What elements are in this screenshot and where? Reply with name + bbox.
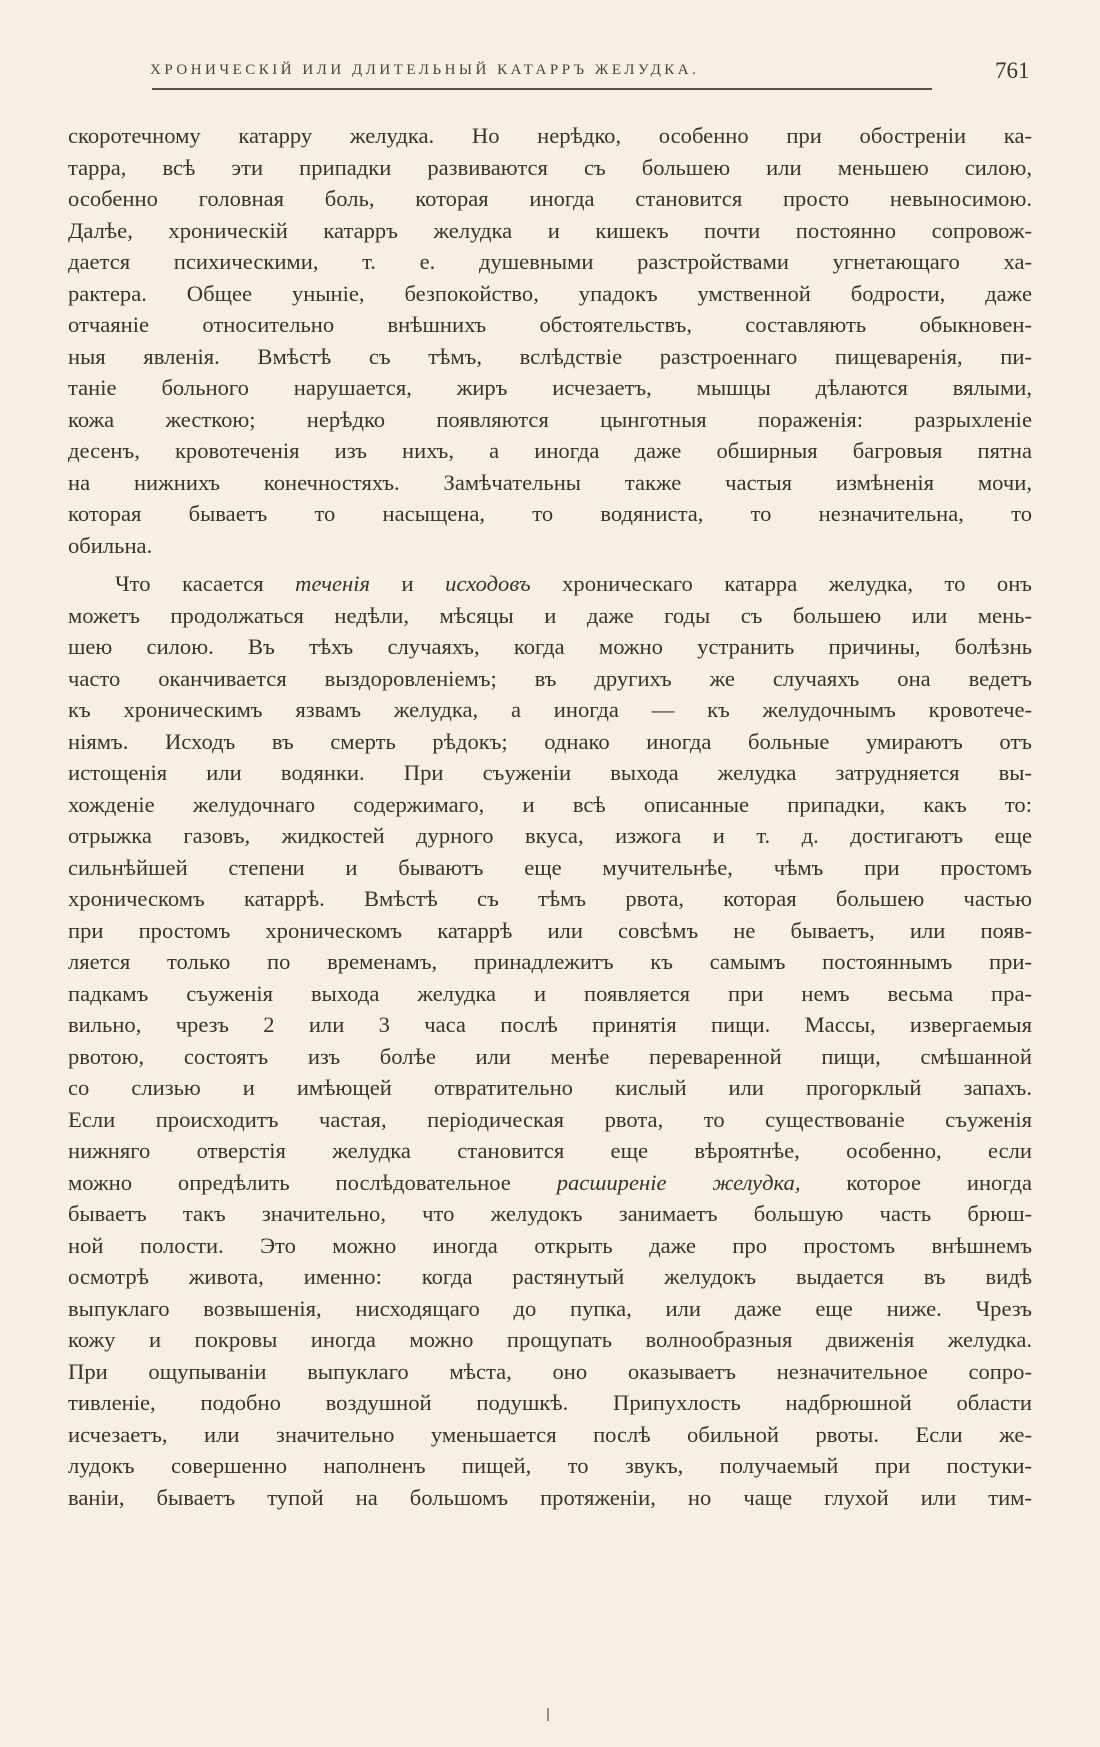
text-line: кожу и покровы иногда можно прощупать волнообразныя движенія желудка. (68, 1327, 1032, 1352)
text-line: особенно головная боль, которая иногда становится просто невыносимою. (68, 186, 1032, 211)
text-line: лудокъ совершенно наполненъ пищей, то звукъ, получаемый при постуки- (68, 1453, 1032, 1478)
header-rule (152, 88, 932, 90)
text-line: обильна. (68, 532, 153, 558)
text-line: При ощупываніи выпуклаго мѣста, оно оказываетъ незначительное сопро- (68, 1358, 1032, 1384)
text-line: ныя явленія. Вмѣстѣ съ тѣмъ, вслѣдствіе разстроеннаго пищеваренія, пи- (68, 343, 1032, 369)
text-run: и (370, 571, 446, 596)
text-line: падкамъ съуженія выхода желудка и появляется при немъ весьма пра- (68, 980, 1032, 1006)
text-line: отчаяніе относительно внѣшнихъ обстоятельствъ, составляють обыкновен- (68, 312, 1032, 337)
text-line: Далѣе, хроническій катарръ желудка и кишекъ почти постоянно сопровож- (68, 217, 1032, 243)
text-line: ной полости. Это можно иногда открыть даже про простомъ внѣшнемъ (68, 1232, 1032, 1258)
paragraph-2 (68, 568, 1032, 1513)
text-line (68, 568, 1032, 600)
text-line: рактера. Общее уныніе, безпокойство, упадокъ умственной бодрости, даже (68, 280, 1032, 306)
text-line: рвотою, состоятъ изъ болѣе или менѣе переваренной пищи, смѣшанной (68, 1043, 1032, 1069)
text-line (68, 1167, 1032, 1199)
text-run: которое иногда (800, 1169, 1032, 1195)
text-line: ніямъ. Исходъ въ смерть рѣдокъ; однако иногда больные умираютъ отъ (68, 728, 1032, 754)
italic-term: расширеніе желудка, (556, 1169, 801, 1195)
text-line: бываетъ такъ значительно, что желудокъ занимаетъ большую часть брюш- (68, 1201, 1032, 1226)
text-run: хроническаго катарра желудка, то онъ (530, 571, 1032, 596)
text-run: можно опредѣлить послѣдовательное (68, 1169, 557, 1195)
text-line: сильнѣйшей степени и бываютъ еще мучительнѣе, чѣмъ при простомъ (68, 854, 1032, 880)
text-line: со слизью и имѣющей отвратительно кислый или прогорклый запахъ. (68, 1075, 1032, 1100)
text-line: нижняго отверстія желудка становится еще вѣроятнѣе, особенно, если (68, 1138, 1032, 1163)
italic-term: теченія (295, 571, 371, 596)
text-line: исчезаетъ, или значительно уменьшается послѣ обильной рвоты. Если же- (68, 1421, 1032, 1447)
text-line: дается психическими, т. е. душевными разстройствами угнетающаго ха- (68, 249, 1032, 274)
text-line: отрыжка газовъ, жидкостей дурного вкуса, изжога и т. д. достигаютъ еще (68, 823, 1032, 848)
text-line: тивленіе, подобно воздушной подушкѣ. Припухлость надбрюшной области (68, 1390, 1032, 1415)
text-line: при простомъ хроническомъ катаррѣ или совсѣмъ не бываетъ, или появ- (68, 917, 1032, 943)
text-line: шею силою. Въ тѣхъ случаяхъ, когда можно устранить причины, болѣзнь (68, 634, 1032, 659)
text-line: тарра, всѣ эти припадки развиваются съ большею или меньшею силою, (68, 154, 1032, 180)
body-text (68, 120, 1032, 1513)
text-line: можетъ продолжаться недѣли, мѣсяцы и даже годы съ большею или мень- (68, 602, 1032, 628)
text-line: истощенія или водянки. При съуженіи выхода желудка затрудняется вы- (68, 760, 1032, 785)
text-line: десенъ, кровотеченія изъ нихъ, а иногда даже обширныя багровыя пятна (68, 438, 1032, 463)
page-number: 761 (995, 58, 1030, 83)
text-line: кожа жесткою; нерѣдко появляются цынготныя пораженія: разрыхленіе (68, 406, 1032, 432)
text-line: къ хроническимъ язвамъ желудка, а иногда — къ желудочнымъ кровотече- (68, 697, 1032, 722)
text-line: таніе больного нарушается, жиръ исчезаетъ, мышцы дѣлаются вялыми, (68, 375, 1032, 400)
text-line: хожденіе желудочнаго содержимаго, и всѣ описанные припадки, какъ то: (68, 791, 1032, 817)
paragraph-gap (68, 561, 1032, 568)
text-line: скоротечному катарру желудка. Но нерѣдко, особенно при обостреніи ка- (68, 123, 1032, 148)
text-line: вильно, чрезъ 2 или 3 часа послѣ принятія пищи. Массы, извергаемыя (68, 1012, 1032, 1037)
text-line: на нижнихъ конечностяхъ. Замѣчательны также частыя измѣненія мочи, (68, 469, 1032, 495)
text-line: ляется только по временамъ, принадлежитъ къ самымъ постояннымъ при- (68, 949, 1032, 974)
text-line: которая бываетъ то насыщена, то водяниста, то незначительна, то (68, 501, 1032, 526)
text-line: осмотрѣ живота, именно: когда растянутый желудокъ выдается въ видѣ (68, 1264, 1032, 1289)
text-line: часто оканчивается выздоровленіемъ; въ другихъ же случаяхъ она ведетъ (68, 665, 1032, 691)
text-line: Если происходитъ частая, періодическая рвота, то существованіе съуженія (68, 1106, 1032, 1132)
text-line: выпуклаго возвышенія, нисходящаго до пупка, или даже еще ниже. Чрезъ (68, 1295, 1032, 1321)
running-title: ХРОНИЧЕСКІЙ ИЛИ ДЛИТЕЛЬНЫЙ КАТАРРЪ ЖЕЛУДКА. (150, 62, 700, 78)
text-line: хроническомъ катаррѣ. Вмѣстѣ съ тѣмъ рвота, которая большею частью (68, 886, 1032, 911)
italic-term: исходовъ (445, 571, 531, 596)
paragraph-1 (68, 120, 1032, 561)
text-line: ваніи, бываетъ тупой на большомъ протяженіи, но чаще глухой или тим- (68, 1484, 1032, 1510)
text-run: Что касается (115, 571, 296, 596)
footer-mark (547, 1708, 549, 1721)
